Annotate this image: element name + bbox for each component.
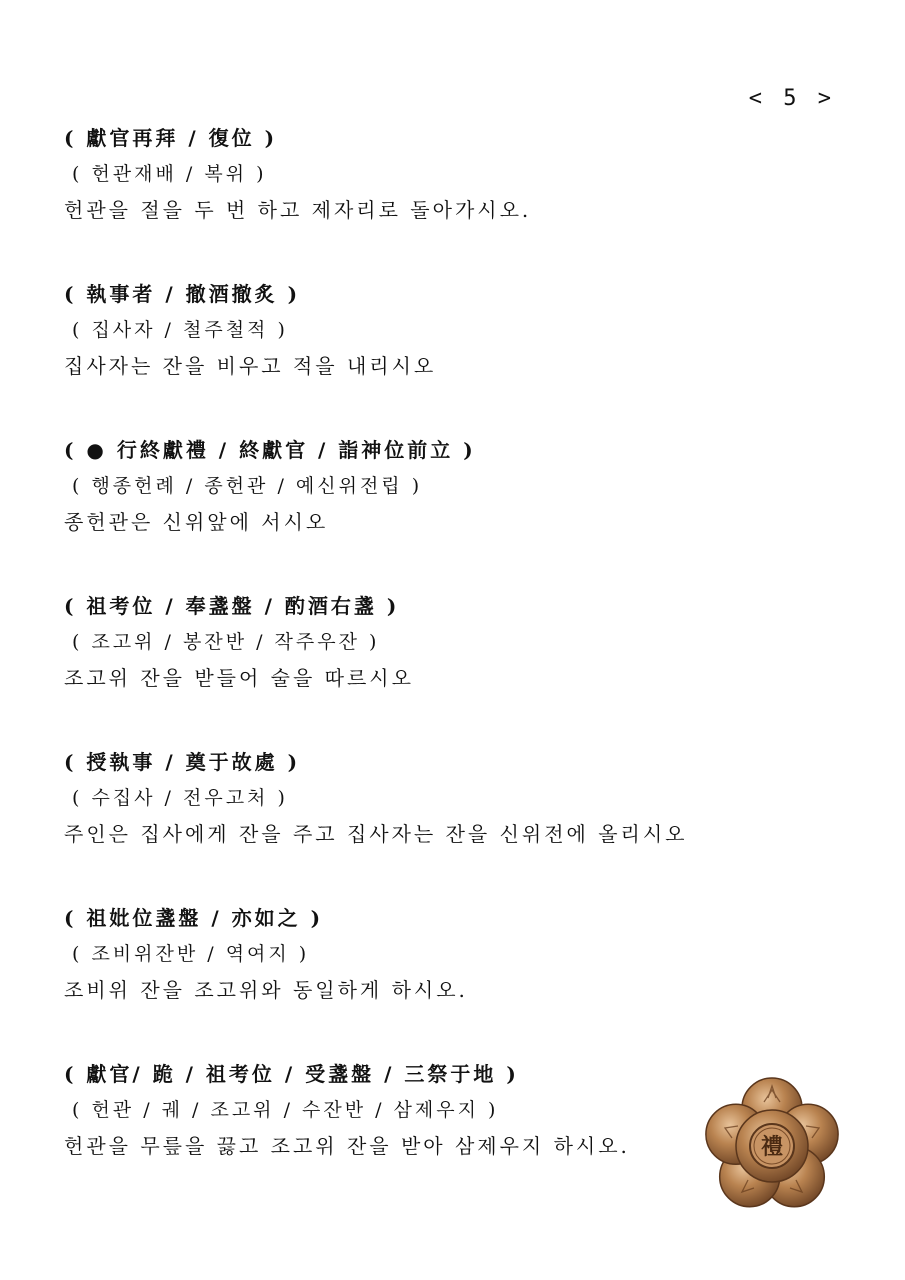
- ritual-step: [64, 588, 824, 696]
- korean-reading: ( 조비위잔반 / 역여지 ): [72, 943, 310, 965]
- emblem-glyph: 禮: [760, 1134, 784, 1160]
- korean-reading: ( 헌관 / 궤 / 조고위 / 수잔반 / 삼제우지 ): [72, 1099, 499, 1121]
- ritual-step: [64, 900, 824, 1008]
- korean-reading: ( 조고위 / 봉잔반 / 작주우잔 ): [72, 631, 380, 653]
- hanja-title: ( ● 行終獻禮 / 終獻官 / 詣神位前立 ): [64, 438, 476, 462]
- ritual-instructions: [64, 120, 824, 1212]
- instruction-text: 주인은 집사에게 잔을 주고 집사자는 잔을 신위전에 올리시오: [64, 822, 688, 846]
- instruction-text: 종헌관은 신위앞에 서시오: [64, 510, 329, 534]
- hanja-title: ( 執事者 / 撤酒撤炙 ): [64, 282, 301, 306]
- instruction-text: 헌관을 무릎을 끓고 조고위 잔을 받아 삼제우지 하시오.: [64, 1134, 630, 1158]
- hanja-title: ( 獻官再拜 / 復位 ): [64, 126, 278, 150]
- hanja-title: ( 授執事 / 奠于故處 ): [64, 750, 301, 774]
- hanja-title: ( 祖考位 / 奉盞盤 / 酌酒右盞 ): [64, 594, 400, 618]
- korean-reading: ( 행종헌례 / 종헌관 / 예신위전립 ): [72, 475, 423, 497]
- korean-reading: ( 수집사 / 전우고처 ): [72, 787, 288, 809]
- instruction-text: 조비위 잔을 조고위와 동일하게 하시오.: [64, 978, 468, 1002]
- plum-blossom-emblem-icon: [702, 1076, 842, 1216]
- ritual-step: [64, 120, 824, 228]
- page-number: < 5 >: [748, 86, 835, 111]
- ritual-step: [64, 432, 824, 540]
- ritual-step: [64, 744, 824, 852]
- instruction-text: 집사자는 잔을 비우고 적을 내리시오: [64, 354, 437, 378]
- instruction-text: 조고위 잔을 받들어 술을 따르시오: [64, 666, 414, 690]
- hanja-title: ( 獻官/ 跪 / 祖考位 / 受盞盤 / 三祭于地 ): [64, 1062, 519, 1086]
- hanja-title: ( 祖妣位盞盤 / 亦如之 ): [64, 906, 324, 930]
- ritual-step: [64, 276, 824, 384]
- korean-reading: ( 집사자 / 철주철적 ): [72, 319, 288, 341]
- instruction-text: 헌관을 절을 두 번 하고 제자리로 돌아가시오.: [64, 198, 532, 222]
- korean-reading: ( 헌관재배 / 복위 ): [72, 163, 267, 185]
